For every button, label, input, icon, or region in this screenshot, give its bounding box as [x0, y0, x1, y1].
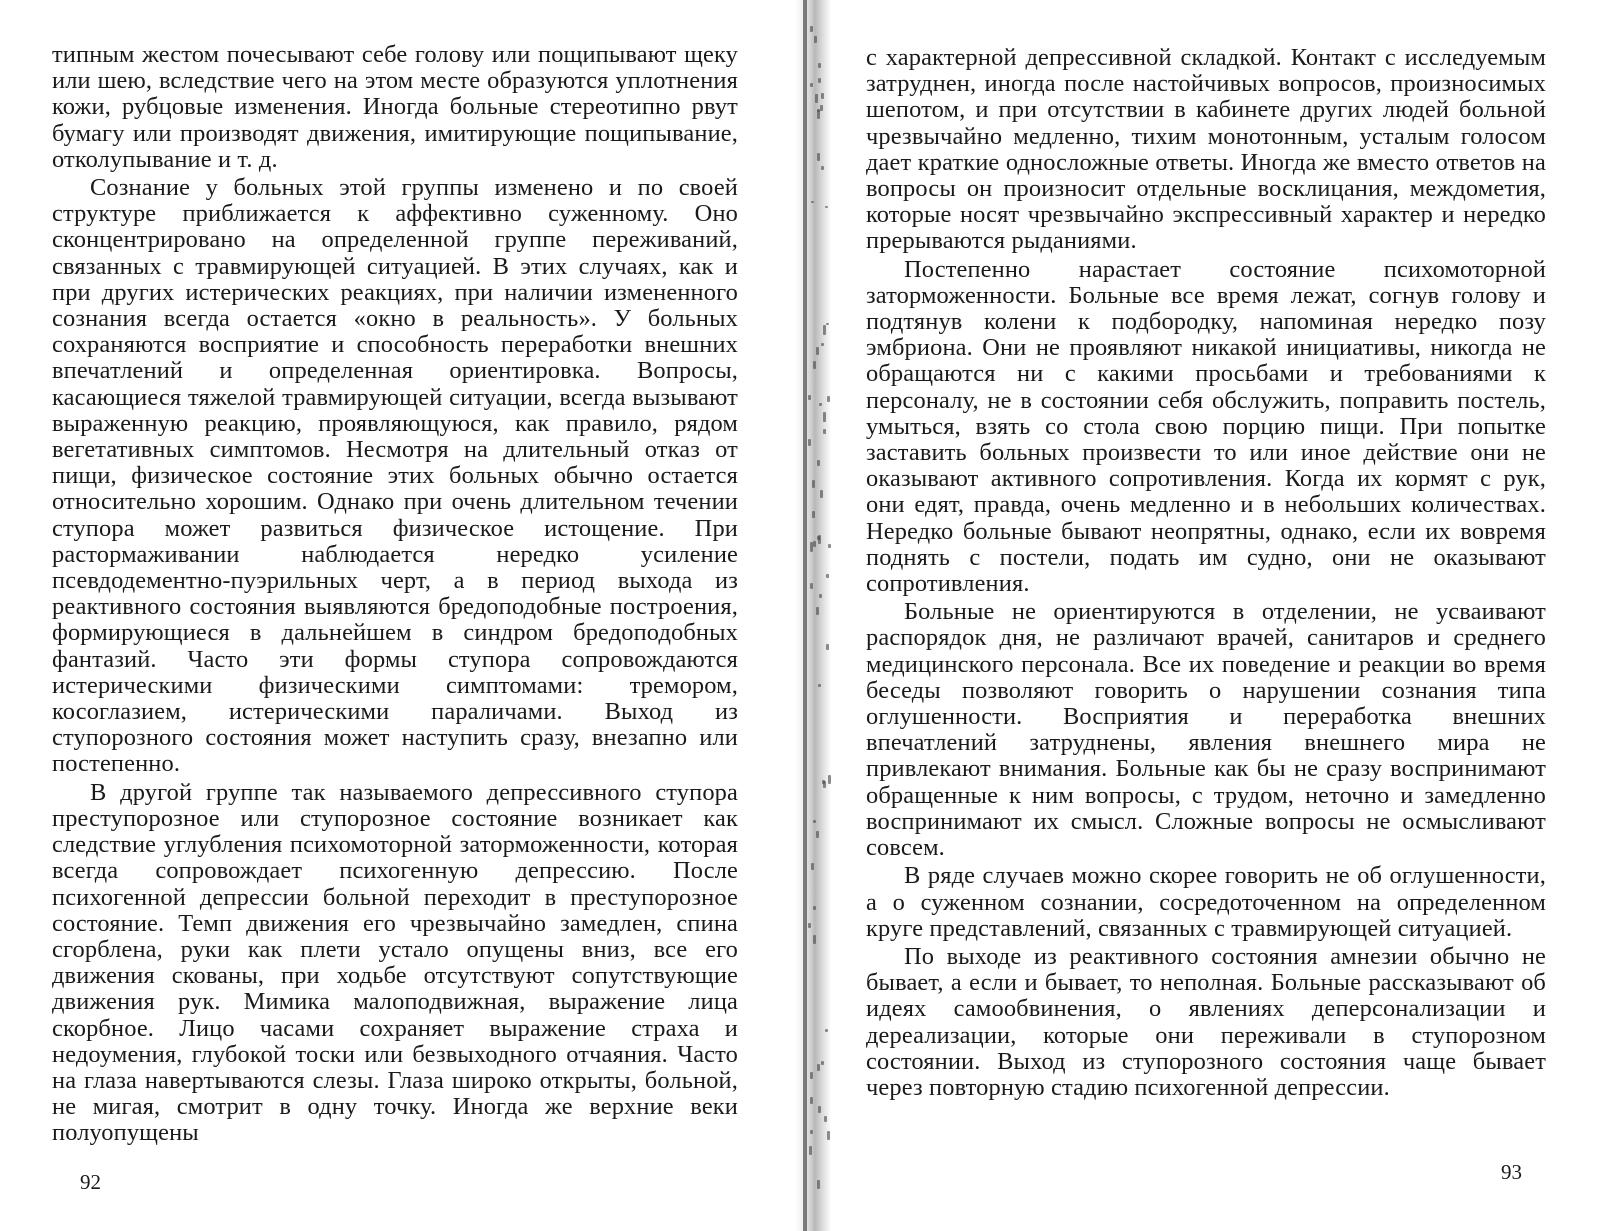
scan-speck [816, 607, 819, 615]
scan-speck [818, 1106, 821, 1113]
scan-speck [821, 93, 824, 99]
scan-speck [818, 684, 821, 687]
paragraph: Сознание у больных этой группы изменено и по своей структуре приближается к аффективно суженному. Оно сконцентрировано на определенной группе переживаний, связанных с травмирующей ситуацией. В этих случаях, как и при других истерических реакциях, при наличии измененного сознания всегда остается «окно в реальность». У больных сохраняются восприятие и способность переработки внешних впечатлений и определенная ориентировка. Вопросы, касающиеся тяжелой травмирующей ситуации, всегда вызывают выраженную реакцию, проявляющуюся, как правило, рядом вегетативных симптомов. Несмотря на длительный отказ от пищи, физическое состояние этих больных обычно остается относительно хорошим. Однако при очень длительном течении ступора может развиться физическое истощение. При растормаживании наблюдается нередко усиление псевдодементно-пуэрильных черт, а в период выхода из реактивного состояния выявляются бредоподобные построения, формирующиеся в дальнейшем в синдром бредоподобных фантазий. Часто эти формы ступора сопровождаются истерическими физическими симптомами: тремором, косоглазием, истерическими параличами. Выход из ступорозного состояния может наступить сразу, внезапно или постепенно. [52, 174, 738, 778]
scan-speck [813, 820, 816, 823]
paragraph: Больные не ориентируются в отделении, не усваивают распорядок дня, не различают врачей, санитаров и среднего медицинского персонала. Все их поведение и реакции во время беседы позволяют говорить о нарушении сознания типа оглушенности. Восприятия и переработка внешних впечатлений затруднены, явления внешнего мира не привлекают внимания. Больные как бы не сразу воспринимают обращенные к ним вопросы, с трудом, неточно и замедленно воспринимают их смысл. Сложные вопросы не осмысливают совсем. [866, 598, 1546, 862]
scan-speck [808, 923, 811, 929]
scan-speck [821, 166, 824, 170]
scan-speck [827, 1131, 830, 1140]
scan-speck [826, 323, 829, 325]
scan-speck [817, 1064, 820, 1071]
scan-speck [817, 460, 820, 466]
scan-speck [817, 109, 820, 119]
scan-speck [810, 583, 813, 588]
scan-speck [817, 536, 820, 540]
scan-speck [825, 206, 828, 208]
scan-speck [819, 594, 822, 597]
scan-speck [810, 1130, 813, 1134]
scan-speck [824, 1116, 827, 1122]
paragraph: типным жестом почесывают себе голову или пощипывают щеку или шею, вследствие чего на этом месте образуются уплотнения кожи, рубцовые изменения. Иногда больные стереотипно рвут бумагу или производят движения, имитирующие пощипывание, отколупывание и т. д. [52, 41, 738, 173]
scan-speck [821, 1061, 824, 1065]
scan-speck [820, 490, 823, 498]
scan-speck [826, 644, 829, 649]
scan-speck [828, 775, 831, 784]
scan-speck [816, 347, 819, 355]
scan-speck [827, 396, 830, 402]
scan-speck [817, 1180, 820, 1189]
scan-speck [818, 63, 821, 67]
scan-speck [813, 906, 816, 909]
left-page-text [52, 42, 738, 1149]
scan-speck [813, 361, 816, 369]
scan-speck [811, 863, 814, 871]
paragraph: с характерной депрессивной складкой. Контакт с исследуемым затруднен, иногда после настойчивых вопросов, произносимых шепотом, и при отсутствии в кабинете других людей больной чрезвычайно медленно, тихим монотонным, усталым голосом дает краткие односложные ответы. Иногда же вместо ответов на вопросы он произносит отдельные восклицания, междометия, которые носят чрезвычайно экспрессивный характер и нередко прерываются рыданиями. [866, 44, 1546, 255]
scan-speck [812, 511, 815, 517]
scan-speck [818, 78, 821, 83]
page-number: 92 [80, 1170, 101, 1194]
paragraph: Постепенно нарастает состояние психомоторной заторможенности. Больные все время лежат, согнув голову и подтянув колени к подбородку, напоминая нередко позу эмбриона. Они не проявляют никакой инициативы, никогда не обращаются ни с какими просьбами и требованиями к персоналу, не в состоянии себя обслужить, поправить постель, умыться, взять со стола свою порцию пищи. При попытке заставить больных произвести то или иное действие они не оказывают активного сопротивления. Когда их кормят с рук, они едят, правда, очень медленно и в небольших количествах. Нередко больные бывают неопрятны, однако, если их вовремя поднять с постели, подать им судно, они не оказывают сопротивления. [866, 255, 1546, 598]
gutter-shadow-line [803, 0, 807, 1231]
scan-speck [813, 541, 816, 547]
scan-speck [810, 83, 813, 86]
scan-speck [810, 1097, 813, 1104]
right-page [820, 0, 1600, 1231]
page-number: 93 [1501, 1160, 1522, 1184]
scan-speck [812, 480, 815, 487]
scan-speck [828, 544, 831, 548]
paragraph: По выходе из реактивного состояния амнезии обычно не бывает, а если и бывает, то неполная. Больные рассказывают об идеях самообвинения, о явлениях деперсонализации и дереализации, которые они переживали в ступорозном состоянии. Выход из ступорозного состояния чаще бывает через повторную стадию психогенной депрессии. [866, 942, 1546, 1101]
scan-speck [822, 780, 825, 784]
scan-speck [814, 36, 817, 43]
paragraph: В другой группе так называемого депрессивного ступора преступорозное или ступорозное состояние возникает как следствие углубления психомоторной заторможенности, которая всегда сопровождает психогенную депрессию. После психогенной депрессии больной переходит в преступорозное состояние. Темп движения его чрезвычайно замедлен, спина сгорблена, руки как плети устало опущены вниз, все его движения скованы, при ходьбе отсутствуют сопутствующие движения рук. Мимика малоподвижная, выражение лица скорбное. Лицо часами сохраняет выражение страха и недоумения, глубокой тоски или безвыходного отчаяния. Часто на глаза навертываются слезы. Глаза широко открыты, больной, не мигая, смотрит в одну точку. Иногда же верхние веки полуопущены [52, 778, 738, 1147]
scan-speck [810, 26, 813, 32]
scan-speck [823, 412, 826, 421]
scan-speck [826, 574, 829, 578]
scan-speck [823, 325, 826, 335]
scan-speck [817, 153, 820, 161]
scan-speck [811, 201, 814, 203]
scan-speck [816, 831, 819, 838]
paragraph: В ряде случаев можно скорее говорить не об оглушенности, а о суженном сознании, сосредоточенном на определенном круге представлений, связанных с травмирующей ситуацией. [866, 862, 1546, 942]
scan-speck [825, 1029, 828, 1032]
scan-speck [819, 403, 822, 406]
scan-speck [809, 1146, 812, 1156]
scan-speck [810, 542, 813, 552]
scan-speck [810, 1072, 813, 1079]
scan-speck [808, 439, 811, 446]
scan-speck [815, 94, 818, 103]
right-page-text [866, 45, 1546, 1103]
scan-speck [813, 935, 816, 944]
